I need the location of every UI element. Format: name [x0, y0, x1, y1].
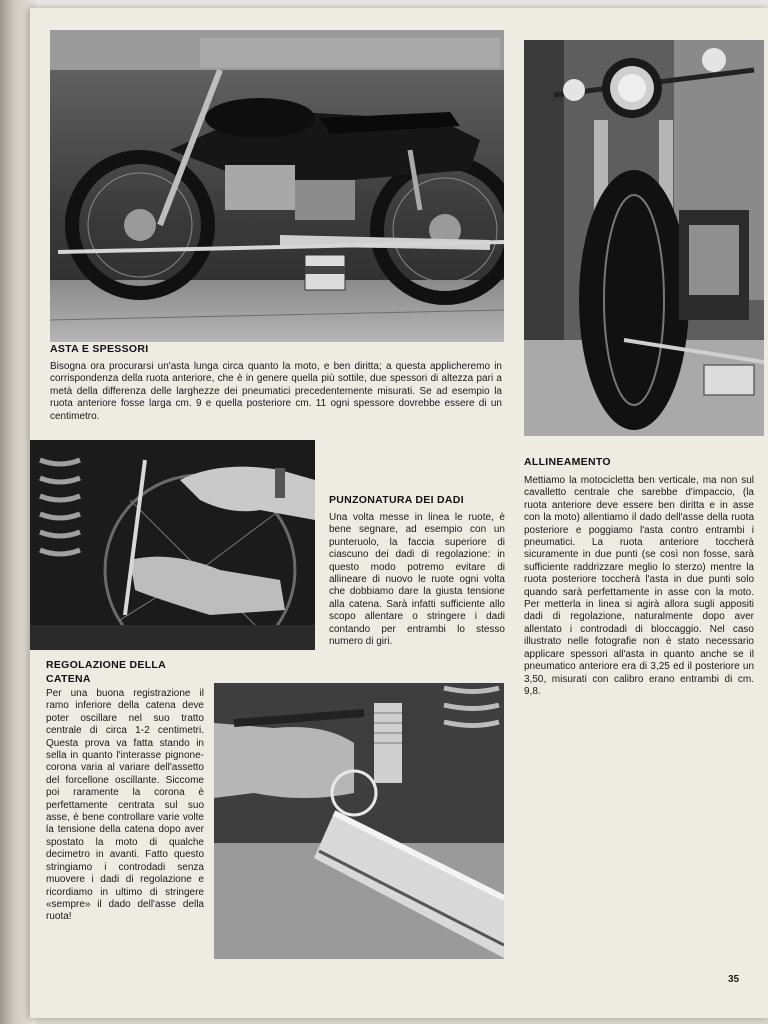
magazine-page — [30, 8, 768, 1018]
motorcycle-side-illustration — [50, 30, 504, 342]
text-asta-e-spessori: Bisogna ora procurarsi un'asta lunga circa quanto la moto, e ben diritta; a questa applicheremo in corrispondenza della ruota anteriore, che è in genere quella più sottile, due spessori di altezza pari a metà della differenza delle larghezze dei pneumatici precedentemente misurati. Se ad esempio la ruota anteriore fosse larga cm. 9 e quella posteriore cm. 11 ogni spessore dovrebbe essere di un centimetro. — [50, 361, 502, 422]
heading-punzonatura-dei-dadi: PUNZONATURA DEI DADI — [329, 494, 464, 506]
heading-asta-e-spessori: ASTA E SPESSORI — [50, 343, 149, 355]
exhaust-closeup-illustration — [214, 683, 504, 959]
text-punzonatura-dei-dadi: Una volta messe in linea le ruote, è bene segnare, ad esempio con un punteruolo, la faccia superiore di ciascuno dei dadi di regolazione: in questo modo potremo evitare di allineare di nuovo le ruote ogni volta che dobbiamo dare la giusta tensione alla catena. Sarà infatti sufficiente allo scopo allentare o stringere i dadi contando per entrambi lo stesso numero di giri. — [329, 512, 505, 648]
text-regolazione-della-catena: Per una buona registrazione il ramo inferiore della catena deve poter oscillare nel suo tratto centrale di circa 1-2 centimetri. Questa prova va fatta stando in sella in quanto l'interasse pignone-corona varia al variare dell'assetto del forcellone oscillante. Siccome poi raramente la corona è perfettamente centrata sul suo asse, è bene controllare varie volte la tensione della catena dopo aver spostato la moto di qualche decimetro in avanti. Fatto questo stringiamo i controdadi senza muovere i dadi di regolazione e ricordiamo in ultimo di stringere «sempre» il dado dell'asse della ruota! — [46, 688, 204, 923]
chain-adjustment-illustration — [30, 440, 315, 650]
page-number: 35 — [728, 974, 740, 985]
heading-allineamento: ALLINEAMENTO — [524, 456, 611, 468]
photo-motorcycle-front-view — [524, 40, 764, 436]
photo-chain-adjustment-hands — [30, 440, 315, 650]
motorcycle-front-illustration — [524, 40, 764, 436]
text-allineamento: Mettiamo la motocicletta ben verticale, ma non sul cavalletto centrale che sarebbe d'impaccio, (la ruota anteriore deve essere ben diritta e in asse con la moto) allentiamo il dado dell'asse della ruota posteriore e poggiamo l'asta contro entrambi i pneumatici. La ruota anteriore toccherà sicuramente in due punti (se così non fosse, sarà sufficiente raddrizzare meglio lo sterzo) mentre la ruota posteriore toccherà l'asta in due punti solo quando sarà perfettamente in asse con la moto. Per metterla in linea si agirà allora sugli appositi dadi di regolazione, naturalmente dopo aver allentato i controdadi di bloccaggio. Nel caso illustrato nelle fotografie non è stato necessario applicare spessori all'asta in quanto anche se il pneumatico anteriore era di 3,25 ed il posteriore un 3,50, misurati con calibro erano entrambi di cm. 9,8. — [524, 475, 754, 697]
photo-motorcycle-side-view — [50, 30, 504, 342]
heading-regolazione-della-catena: REGOLAZIONE DELLA CATENA — [46, 659, 166, 685]
photo-exhaust-closeup — [214, 683, 504, 959]
